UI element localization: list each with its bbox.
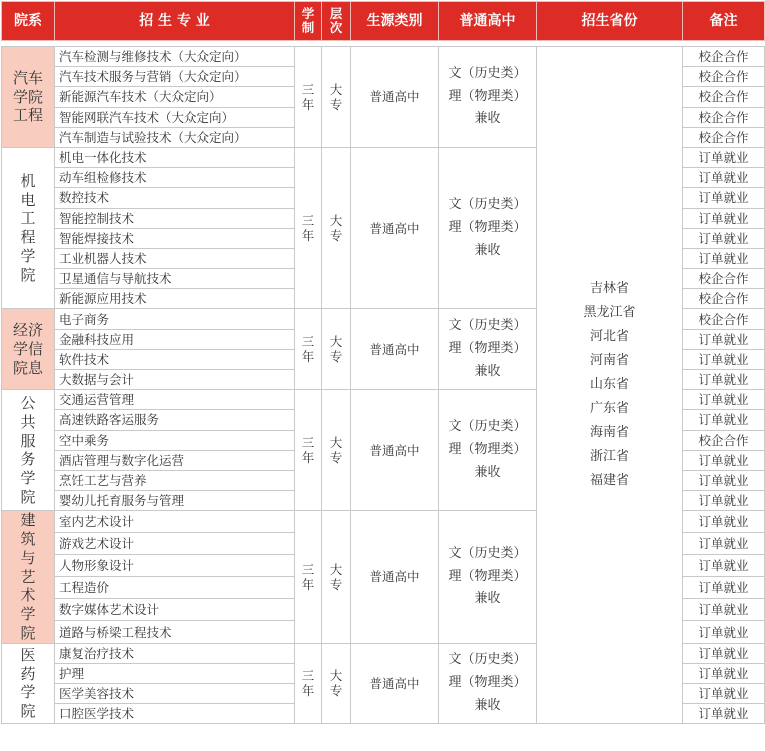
highschool-line: 兼收 bbox=[474, 697, 501, 713]
note-cell: 校企合作 bbox=[683, 269, 765, 289]
major-name: 新能源汽车技术（大众定向） bbox=[55, 87, 295, 107]
level-value: 大专 bbox=[329, 435, 343, 466]
major-name: 汽车制造与试验技术（大众定向） bbox=[55, 127, 295, 147]
level-cell bbox=[322, 47, 351, 148]
note-cell: 订单就业 bbox=[683, 370, 765, 390]
source-cell: 普通高中 bbox=[351, 147, 439, 309]
major-name: 游戏艺术设计 bbox=[55, 533, 295, 555]
major-name: 室内艺术设计 bbox=[55, 511, 295, 533]
duration-value: 三年 bbox=[301, 213, 315, 244]
header-level: 层次 bbox=[322, 2, 351, 41]
table-body bbox=[2, 41, 765, 724]
note-cell: 校企合作 bbox=[683, 309, 765, 329]
major-name: 智能焊接技术 bbox=[55, 228, 295, 248]
highschool-line: 理（物理类） bbox=[448, 88, 527, 104]
province-name: 河北省 bbox=[589, 329, 629, 345]
duration-cell bbox=[295, 309, 322, 390]
note-cell: 校企合作 bbox=[683, 289, 765, 309]
source-cell: 普通高中 bbox=[351, 390, 439, 511]
major-name: 康复治疗技术 bbox=[55, 643, 295, 663]
level-value: 大专 bbox=[329, 334, 343, 365]
note-cell: 订单就业 bbox=[683, 663, 765, 683]
major-name: 汽车检测与维修技术（大众定向） bbox=[55, 47, 295, 67]
highschool-line: 文（历史类） bbox=[448, 545, 527, 561]
source-cell: 普通高中 bbox=[351, 643, 439, 724]
note-cell: 订单就业 bbox=[683, 643, 765, 663]
highschool-line: 文（历史类） bbox=[448, 318, 527, 334]
note-cell: 订单就业 bbox=[683, 208, 765, 228]
level-value: 大专 bbox=[329, 213, 343, 244]
major-name: 工业机器人技术 bbox=[55, 248, 295, 268]
note-cell: 订单就业 bbox=[683, 533, 765, 555]
highschool-line: 理（物理类） bbox=[448, 568, 527, 584]
level-cell bbox=[322, 390, 351, 511]
highschool-line: 理（物理类） bbox=[448, 441, 527, 457]
dept-cell bbox=[2, 309, 55, 390]
highschool-cell bbox=[439, 47, 537, 148]
province-name: 河南省 bbox=[589, 353, 629, 369]
highschool-line: 文（历史类） bbox=[448, 419, 527, 435]
major-name: 机电一体化技术 bbox=[55, 147, 295, 167]
note-cell: 订单就业 bbox=[683, 511, 765, 533]
note-cell: 订单就业 bbox=[683, 228, 765, 248]
highschool-line: 文（历史类） bbox=[448, 652, 527, 668]
dept-name: 医药学院 bbox=[20, 645, 36, 721]
duration-cell bbox=[295, 47, 322, 148]
note-cell: 订单就业 bbox=[683, 683, 765, 703]
major-name: 新能源应用技术 bbox=[55, 289, 295, 309]
major-name: 大数据与会计 bbox=[55, 370, 295, 390]
major-name: 汽车技术服务与营销（大众定向） bbox=[55, 67, 295, 87]
province-name: 山东省 bbox=[589, 377, 629, 393]
major-name: 数字媒体艺术设计 bbox=[55, 599, 295, 621]
major-name: 交通运营管理 bbox=[55, 390, 295, 410]
major-name: 智能控制技术 bbox=[55, 208, 295, 228]
major-name: 人物形象设计 bbox=[55, 555, 295, 577]
dept-cell bbox=[2, 643, 55, 724]
highschool-line: 文（历史类） bbox=[448, 197, 527, 213]
major-name: 电子商务 bbox=[55, 309, 295, 329]
level-cell bbox=[322, 643, 351, 724]
dept-name: 经济学信院息 bbox=[13, 321, 44, 377]
note-cell: 校企合作 bbox=[683, 127, 765, 147]
major-name: 工程造价 bbox=[55, 577, 295, 599]
note-cell: 订单就业 bbox=[683, 410, 765, 430]
dept-cell bbox=[2, 147, 55, 309]
note-cell: 订单就业 bbox=[683, 188, 765, 208]
level-value: 大专 bbox=[329, 668, 343, 699]
header-major: 招 生 专 业 bbox=[55, 2, 295, 41]
highschool-line: 理（物理类） bbox=[448, 675, 527, 691]
highschool-cell bbox=[439, 147, 537, 309]
major-name: 酒店管理与数字化运营 bbox=[55, 450, 295, 470]
dept-cell bbox=[2, 390, 55, 511]
dept-name: 汽车学院工程 bbox=[13, 68, 44, 125]
header-provinces: 招生省份 bbox=[537, 2, 683, 41]
major-name: 口腔医学技术 bbox=[55, 704, 295, 724]
enrollment-table bbox=[1, 1, 765, 724]
major-name: 智能网联汽车技术（大众定向） bbox=[55, 107, 295, 127]
highschool-cell bbox=[439, 309, 537, 390]
major-name: 数控技术 bbox=[55, 188, 295, 208]
major-name: 高速铁路客运服务 bbox=[55, 410, 295, 430]
level-cell bbox=[322, 147, 351, 309]
source-cell: 普通高中 bbox=[351, 511, 439, 643]
note-cell: 订单就业 bbox=[683, 577, 765, 599]
note-cell: 订单就业 bbox=[683, 168, 765, 188]
level-value: 大专 bbox=[329, 561, 343, 592]
note-cell: 校企合作 bbox=[683, 67, 765, 87]
major-name: 软件技术 bbox=[55, 349, 295, 369]
level-value: 大专 bbox=[329, 81, 343, 112]
highschool-line: 理（物理类） bbox=[448, 219, 527, 235]
note-cell: 订单就业 bbox=[683, 248, 765, 268]
source-cell: 普通高中 bbox=[351, 309, 439, 390]
duration-cell bbox=[295, 511, 322, 643]
note-cell: 订单就业 bbox=[683, 470, 765, 490]
highschool-line: 兼收 bbox=[474, 464, 501, 480]
major-name: 道路与桥梁工程技术 bbox=[55, 621, 295, 643]
major-name: 金融科技应用 bbox=[55, 329, 295, 349]
duration-value: 三年 bbox=[301, 435, 315, 466]
header-row bbox=[2, 2, 765, 41]
highschool-line: 兼收 bbox=[474, 363, 501, 379]
source-cell: 普通高中 bbox=[351, 47, 439, 148]
note-cell: 校企合作 bbox=[683, 47, 765, 67]
provinces-cell bbox=[537, 47, 683, 724]
major-name: 婴幼儿托育服务与管理 bbox=[55, 491, 295, 511]
province-name: 海南省 bbox=[589, 425, 629, 441]
header-notes: 备注 bbox=[683, 2, 765, 41]
highschool-line: 兼收 bbox=[474, 111, 501, 127]
highschool-cell bbox=[439, 643, 537, 724]
note-cell: 订单就业 bbox=[683, 599, 765, 621]
note-cell: 订单就业 bbox=[683, 390, 765, 410]
major-name: 护理 bbox=[55, 663, 295, 683]
note-cell: 订单就业 bbox=[683, 704, 765, 724]
duration-cell bbox=[295, 643, 322, 724]
note-cell: 校企合作 bbox=[683, 87, 765, 107]
note-cell: 订单就业 bbox=[683, 555, 765, 577]
note-cell: 订单就业 bbox=[683, 349, 765, 369]
major-name: 动车组检修技术 bbox=[55, 168, 295, 188]
highschool-line: 兼收 bbox=[474, 591, 501, 607]
note-cell: 订单就业 bbox=[683, 491, 765, 511]
header-highschool: 普通高中 bbox=[439, 2, 537, 41]
dept-cell bbox=[2, 47, 55, 148]
highschool-cell bbox=[439, 390, 537, 511]
highschool-line: 理（物理类） bbox=[448, 340, 527, 356]
note-cell: 订单就业 bbox=[683, 329, 765, 349]
note-cell: 校企合作 bbox=[683, 107, 765, 127]
province-name: 吉林省 bbox=[589, 280, 629, 296]
province-name: 浙江省 bbox=[589, 449, 629, 465]
header-source: 生源类别 bbox=[351, 2, 439, 41]
dept-name: 建筑与艺术学院 bbox=[20, 511, 36, 642]
major-name: 卫星通信与导航技术 bbox=[55, 269, 295, 289]
dept-name: 公共服务学院 bbox=[20, 394, 36, 506]
province-name: 黑龙江省 bbox=[583, 304, 636, 320]
major-name: 烹饪工艺与营养 bbox=[55, 470, 295, 490]
duration-value: 三年 bbox=[301, 334, 315, 365]
major-name: 空中乘务 bbox=[55, 430, 295, 450]
note-cell: 订单就业 bbox=[683, 450, 765, 470]
note-cell: 订单就业 bbox=[683, 147, 765, 167]
province-name: 福建省 bbox=[589, 473, 629, 489]
highschool-line: 兼收 bbox=[474, 242, 501, 258]
duration-value: 三年 bbox=[301, 81, 315, 112]
highschool-cell bbox=[439, 511, 537, 643]
duration-cell bbox=[295, 147, 322, 309]
header-duration: 学制 bbox=[295, 2, 322, 41]
level-cell bbox=[322, 511, 351, 643]
highschool-line: 文（历史类） bbox=[448, 65, 527, 81]
header-dept: 院系 bbox=[2, 2, 55, 41]
dept-name: 机电工程学院 bbox=[20, 171, 36, 284]
note-cell: 订单就业 bbox=[683, 621, 765, 643]
note-cell: 校企合作 bbox=[683, 430, 765, 450]
table-row bbox=[2, 47, 765, 67]
dept-cell bbox=[2, 511, 55, 643]
duration-value: 三年 bbox=[301, 668, 315, 699]
duration-cell bbox=[295, 390, 322, 511]
major-name: 医学美容技术 bbox=[55, 683, 295, 703]
level-cell bbox=[322, 309, 351, 390]
duration-value: 三年 bbox=[301, 561, 315, 592]
province-name: 广东省 bbox=[589, 401, 629, 417]
